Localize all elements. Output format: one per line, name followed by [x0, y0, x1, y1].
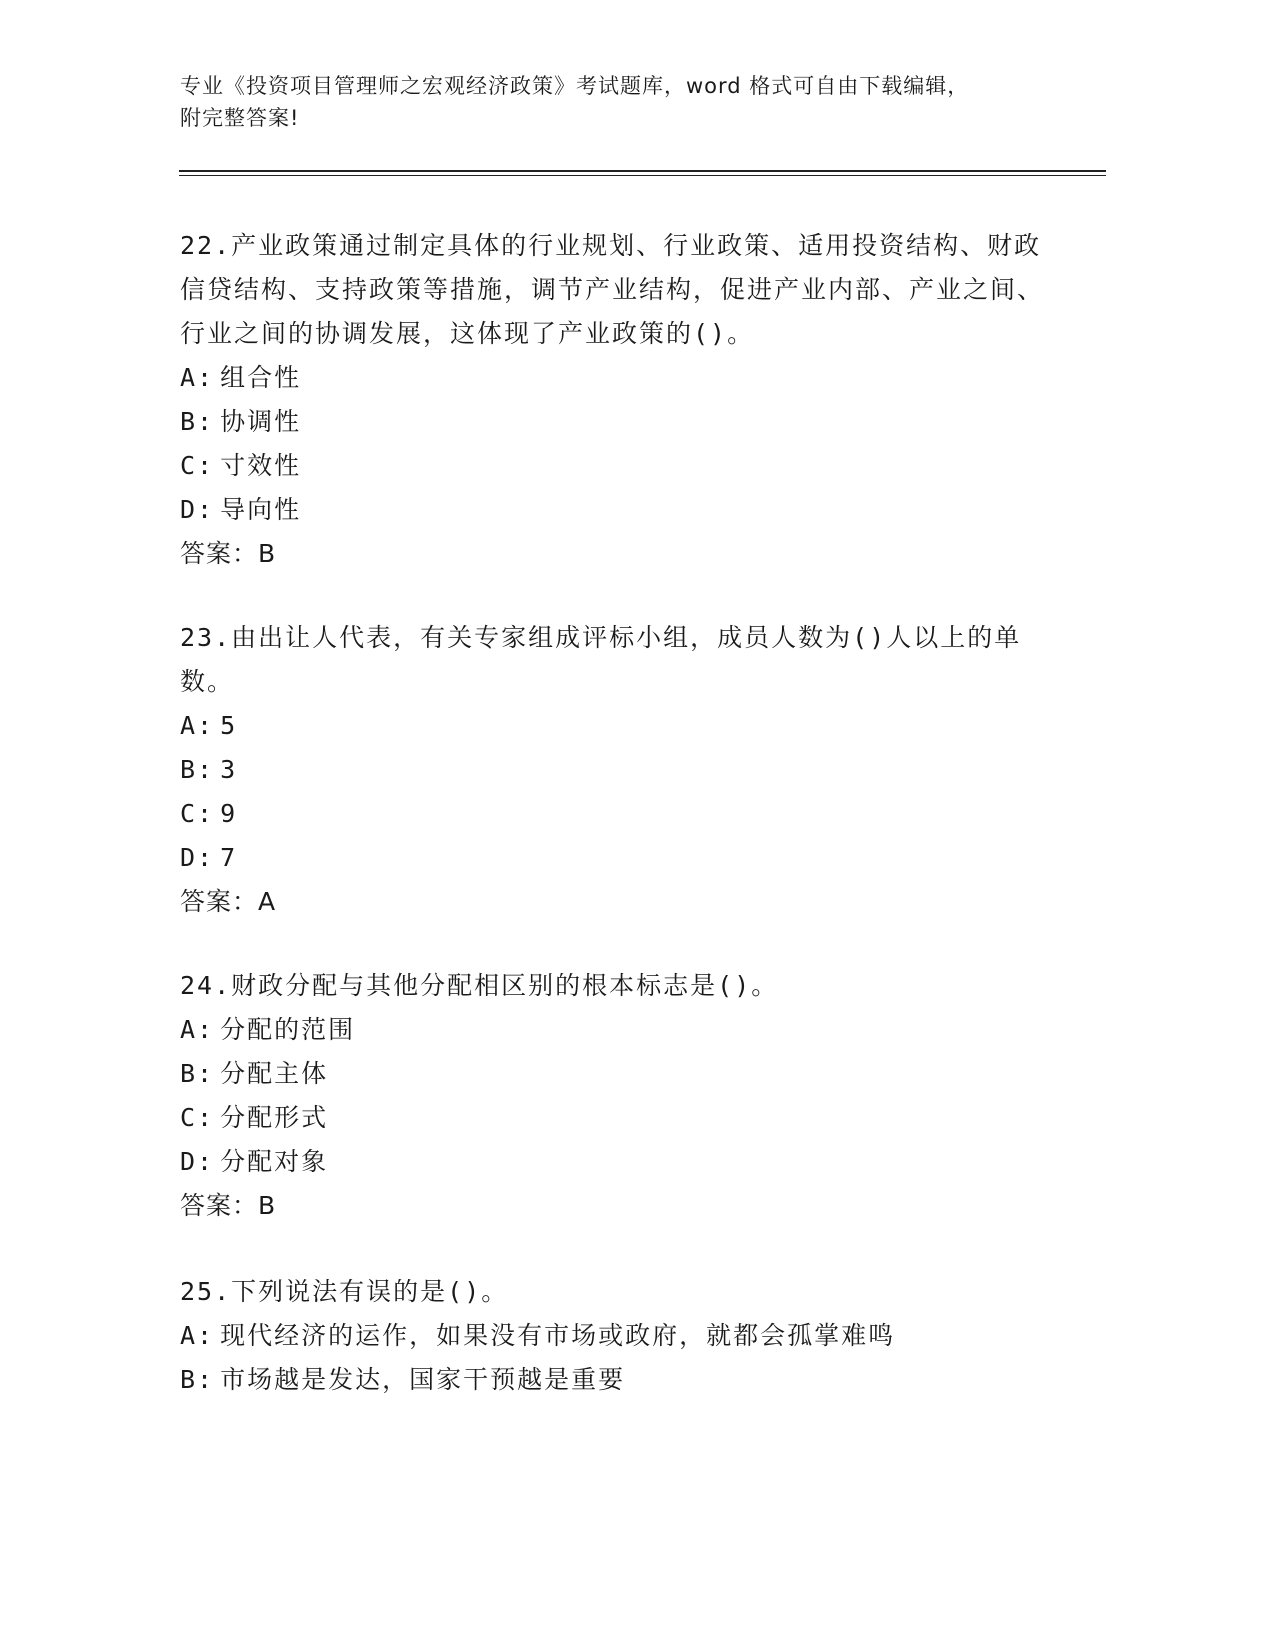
header-divider-thin	[179, 175, 1106, 176]
option-letter: A:	[180, 363, 215, 392]
option-letter: A:	[180, 711, 215, 740]
option-letter: B:	[180, 755, 215, 784]
option-d	[180, 836, 1060, 880]
option-text: 分配形式	[220, 1103, 329, 1132]
question-stem: 24.财政分配与其他分配相区别的根本标志是()。	[180, 971, 779, 1000]
option-letter: D:	[180, 1147, 215, 1176]
option-b	[180, 400, 1060, 444]
option-letter: C:	[180, 1103, 215, 1132]
answer-line: 答案：A	[180, 887, 277, 916]
option-letter: B:	[180, 1059, 215, 1088]
question-stem: 23.由出让人代表，有关专家组成评标小组，成员人数为()人以上的单数。	[180, 623, 1022, 696]
option-letter: B:	[180, 407, 215, 436]
option-letter: D:	[180, 843, 215, 872]
option-c	[180, 792, 1060, 836]
option-c	[180, 1096, 1060, 1140]
option-text: 分配对象	[220, 1147, 329, 1176]
option-letter: C:	[180, 451, 215, 480]
option-a	[180, 1008, 1060, 1052]
option-c	[180, 444, 1060, 488]
question-25	[180, 1270, 1060, 1402]
option-text: 现代经济的运作，如果没有市场或政府，就都会孤掌难鸣	[220, 1321, 896, 1350]
option-text: 分配的范围	[220, 1015, 356, 1044]
option-text: 导向性	[220, 495, 302, 524]
option-a	[180, 1314, 1060, 1358]
option-text: 3	[220, 755, 238, 784]
header-line-1: 专业《投资项目管理师之宏观经济政策》考试题库，word 格式可自由下载编辑，	[180, 74, 970, 98]
question-23	[180, 616, 1060, 924]
question-stem: 25.下列说法有误的是()。	[180, 1277, 509, 1306]
option-text: 5	[220, 711, 238, 740]
option-a	[180, 356, 1060, 400]
option-letter: B:	[180, 1365, 215, 1394]
option-text: 9	[220, 799, 238, 828]
option-b	[180, 1052, 1060, 1096]
document-header	[180, 70, 1080, 134]
option-letter: A:	[180, 1321, 215, 1350]
question-22	[180, 224, 1060, 576]
option-letter: D:	[180, 495, 215, 524]
option-a	[180, 704, 1060, 748]
option-d	[180, 488, 1060, 532]
question-24	[180, 964, 1060, 1228]
option-text: 市场越是发达，国家干预越是重要	[220, 1365, 626, 1394]
option-b	[180, 748, 1060, 792]
option-letter: A:	[180, 1015, 215, 1044]
option-b	[180, 1358, 1060, 1402]
header-divider	[179, 170, 1106, 172]
option-text: 分配主体	[220, 1059, 329, 1088]
option-text: 寸效性	[220, 451, 302, 480]
question-stem: 22.产业政策通过制定具体的行业规划、行业政策、适用投资结构、财政信贷结构、支持政策等措施，调节产业结构，促进产业内部、产业之间、行业之间的协调发展，这体现了产业政策的()。	[180, 231, 1045, 348]
option-letter: C:	[180, 799, 215, 828]
option-text: 7	[220, 843, 238, 872]
answer-line: 答案：B	[180, 1191, 277, 1220]
option-d	[180, 1140, 1060, 1184]
answer-line: 答案：B	[180, 539, 277, 568]
option-text: 协调性	[220, 407, 302, 436]
option-text: 组合性	[220, 363, 302, 392]
header-line-2: 附完整答案!	[180, 106, 300, 130]
